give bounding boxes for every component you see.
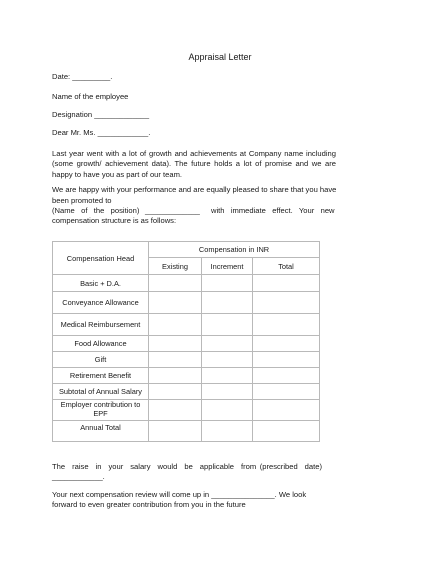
row-label: Food Allowance — [53, 336, 149, 352]
total-cell — [253, 421, 320, 442]
increment-cell — [202, 292, 253, 314]
table-row — [53, 421, 320, 442]
increment-cell — [202, 314, 253, 336]
table-row — [53, 384, 320, 400]
row-label: Gift — [53, 352, 149, 368]
row-label: Annual Total — [53, 421, 149, 442]
row-label: Subtotal of Annual Salary — [53, 384, 149, 400]
position-blank: _____________ — [145, 206, 200, 215]
existing-cell — [149, 384, 202, 400]
total-cell — [253, 292, 320, 314]
table-row — [53, 352, 320, 368]
existing-cell — [149, 292, 202, 314]
raise-date-blank: ____________. — [52, 472, 105, 481]
increment-cell — [202, 421, 253, 442]
increment-cell — [202, 352, 253, 368]
row-label: Conveyance Allowance — [53, 292, 149, 314]
increment-cell — [202, 368, 253, 384]
closing-line: forward to even greater contribution from you in the future — [52, 500, 246, 509]
row-label: Employer contribution to EPF — [53, 400, 149, 421]
increment-cell — [202, 384, 253, 400]
table-row — [53, 336, 320, 352]
increment-cell — [202, 275, 253, 292]
total-cell — [253, 384, 320, 400]
table-row — [53, 275, 320, 292]
raise-applicable-line: The raise in your salary would be applicable from (prescribed date) — [52, 462, 322, 471]
total-cell — [253, 352, 320, 368]
total-column-header: Total — [253, 258, 320, 275]
existing-cell — [149, 352, 202, 368]
compensation-intro-line: compensation structure is as follows: — [52, 216, 177, 225]
row-label: Basic + D.A. — [53, 275, 149, 292]
promotion-effect-text: with immediate effect. Your new — [211, 206, 335, 215]
promotion-line-1: We are happy with your performance and are equally pleased to share that you have — [52, 185, 337, 194]
increment-cell — [202, 336, 253, 352]
table-row — [53, 400, 320, 421]
intro-paragraph: Last year went with a lot of growth and achievements at Company name including (some growth/ achievement data). The future holds a lot of promise and we are happy to have you as part of our team. — [52, 149, 336, 179]
total-cell — [253, 275, 320, 292]
existing-cell — [149, 314, 202, 336]
total-cell — [253, 400, 320, 421]
date-line: Date: _________. — [52, 72, 113, 81]
existing-cell — [149, 421, 202, 442]
compensation-table — [52, 241, 320, 442]
next-review-line: Your next compensation review will come up in _______________. We look — [52, 490, 307, 499]
table-row — [53, 368, 320, 384]
existing-column-header: Existing — [149, 258, 202, 275]
compensation-inr-header: Compensation in INR — [149, 242, 320, 258]
table-row — [53, 314, 320, 336]
promotion-position-label: (Name of the position) — [52, 206, 140, 215]
total-cell — [253, 336, 320, 352]
existing-cell — [149, 275, 202, 292]
increment-cell — [202, 400, 253, 421]
increment-column-header: Increment — [202, 258, 253, 275]
document-title: Appraisal Letter — [188, 52, 252, 62]
salutation-line: Dear Mr. Ms. ____________. — [52, 128, 151, 137]
row-label: Retirement Benefit — [53, 368, 149, 384]
existing-cell — [149, 368, 202, 384]
compensation-head-header: Compensation Head — [53, 242, 149, 275]
total-cell — [253, 368, 320, 384]
existing-cell — [149, 400, 202, 421]
table-row — [53, 292, 320, 314]
total-cell — [253, 314, 320, 336]
row-label: Medical Reimbursement — [53, 314, 149, 336]
promotion-line-2: been promoted to — [52, 196, 112, 205]
existing-cell — [149, 336, 202, 352]
designation-line: Designation _____________ — [52, 110, 150, 119]
employee-name-line: Name of the employee — [52, 92, 129, 101]
